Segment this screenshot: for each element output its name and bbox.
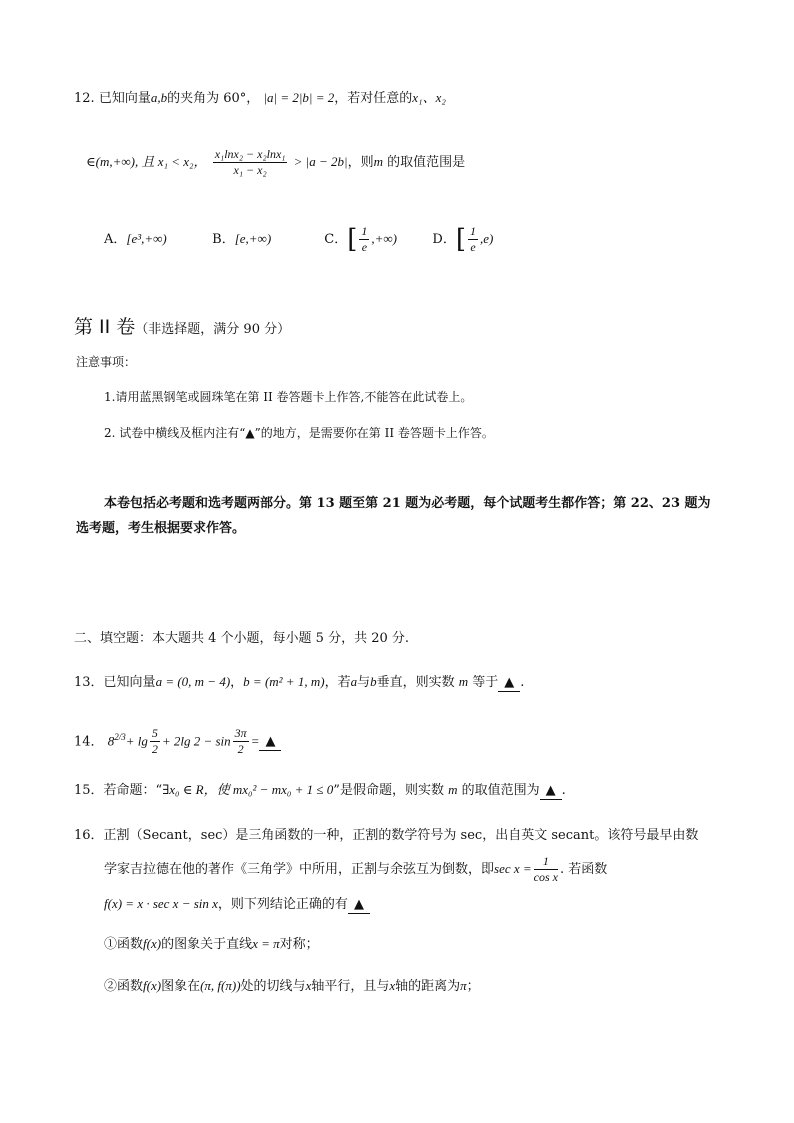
part2-heading [74, 314, 290, 343]
q13-vector-a: a = (0, m − 4) [155, 674, 231, 689]
q16-function: f(x) = x · sec x − sin x [104, 896, 218, 911]
q16-item1-text-2: 的图象关于直线 [161, 937, 253, 952]
q16-answer-blank[interactable]: ▲ [348, 897, 370, 914]
q12-vectors: a,b [150, 90, 168, 105]
q12-condition: |a| = 2|b| = 2 [263, 90, 335, 105]
q16-item2-text-5: 轴的距离为 [395, 979, 461, 994]
option-d-den: e [470, 240, 476, 254]
part2-title: 第 II 卷 [74, 316, 136, 338]
q14-frac-2-num: 3π [234, 726, 247, 741]
option-d-num: 1 [470, 224, 477, 238]
q12-text-4: 的取值范围是 [382, 155, 466, 170]
q16-sec-lhs: sec x = [494, 861, 532, 876]
notice-2: 2. 试卷中横线及框内注有“▲”的地方，是需要你在第 II 卷答题卡上作答。 [104, 426, 494, 440]
q15 [74, 780, 566, 801]
q12-line1 [74, 88, 446, 109]
q15-answer-blank[interactable]: ▲ [540, 783, 562, 800]
q14-answer-blank[interactable]: ▲ [259, 734, 281, 751]
option-b-value: e,+∞) [239, 231, 272, 246]
q14-frac-1-num: 5 [151, 726, 158, 741]
option-d-label: D． [432, 232, 456, 247]
notice-title: 注意事项： [76, 355, 137, 369]
option-b[interactable] [212, 224, 320, 255]
q16-line2 [104, 854, 607, 885]
q14-number: 14． [74, 734, 104, 750]
option-c-bracket: [ [347, 224, 358, 255]
notice-1: 1.请用蓝黑钢笔或圆珠笔在第 II 卷答题卡上作答,不能答在此试卷上。 [104, 390, 473, 404]
q16-item1-line: x = π [252, 936, 280, 951]
q16-sec-den: cos x [533, 870, 558, 884]
q16-item-2 [104, 976, 480, 997]
q16-text-1: 正割（Secant，sec）是三角函数的一种，正割的数学符号为 sec，出自英文 secant。该符号最早由数 [103, 828, 699, 843]
q12-frac-numerator: x₁lnx₂ − x₂lnx₁ [214, 147, 286, 161]
option-c-value: ,+∞) [371, 231, 398, 246]
option-c-label: C． [324, 232, 348, 247]
option-a-value: e³,+∞) [131, 231, 167, 246]
option-c[interactable] [324, 224, 428, 255]
option-b-label: B． [212, 232, 235, 247]
option-c-den: e [361, 240, 368, 254]
q16-item1-f: f(x) [143, 936, 162, 951]
q16-line3 [104, 894, 370, 915]
q16-item2-pi: π [460, 978, 467, 993]
q15-m: m [448, 782, 458, 797]
option-c-num: 1 [361, 224, 368, 238]
option-d[interactable] [432, 224, 532, 255]
q13-number: 13． [74, 675, 104, 690]
q16-item2-x2: x [389, 978, 396, 993]
q14-equals: = [250, 733, 260, 749]
q15-period: . [561, 783, 566, 798]
q16-text-3: . 若函数 [560, 862, 608, 877]
q16-sec-fraction [534, 854, 558, 885]
q16-item2-f: f(x) [143, 978, 162, 993]
q14-exponent: 2/3 [114, 732, 126, 742]
q13-period: . [520, 675, 525, 690]
q12-inequality: > |a − 2b| [293, 154, 348, 169]
q14-frac-1 [150, 726, 160, 757]
q16-text-2: 学家吉拉德在他的著作《三角学》中所用，正割与余弦互为倒数，即 [104, 862, 495, 877]
q16-item1-text-3: 对称； [279, 937, 319, 952]
q16-item2-text: ②函数 [104, 979, 144, 994]
option-c-fraction [359, 224, 369, 255]
q16-text-4: ，则下列结论正确的有 [217, 897, 348, 912]
option-d-fraction [468, 224, 478, 255]
q14-frac-2-den: 2 [237, 742, 244, 757]
q12-variables: x₁、x₂ [412, 90, 446, 105]
q12-frac-denominator: x₁ − x₂ [233, 163, 267, 177]
q16-number: 16． [74, 828, 104, 843]
q13-text-2: ，若 [324, 675, 351, 690]
q13-sep: ， [230, 675, 244, 690]
q12-line2 [86, 146, 465, 179]
q14-frac-2 [233, 726, 249, 757]
q16-item-1 [104, 934, 319, 955]
q16-item2-text-4: 轴平行，且与 [311, 979, 390, 994]
q13-b: b [370, 674, 377, 689]
q14-base: 8 [107, 733, 115, 749]
q12-text-2: ，若对任意的 [334, 91, 413, 106]
intro-line-1: 本卷包括必考题和选考题两部分。第 13 题至第 21 题为必考题，每个试题考生都作答；第 22、23 题为 [104, 496, 711, 511]
option-a-label: A． [104, 232, 127, 247]
q13-vector-b: b = (m² + 1, m) [243, 674, 325, 689]
q16-item2-text-3: 处的切线与 [240, 979, 306, 994]
q16-item2-point: (π, f(π)) [200, 978, 241, 993]
option-b-bracket: [ [234, 231, 240, 246]
q15-expression: ∃x₀ ∈ R，使 mx₀² − mx₀ + 1 ≤ 0 [162, 782, 334, 797]
q13-and: 与 [357, 675, 371, 690]
q15-text-2: ”是假命题，则实数 [333, 783, 444, 798]
q14-middle: + 2lg 2 − sin [161, 733, 231, 749]
q13-a: a [350, 674, 358, 689]
option-a[interactable] [104, 224, 208, 255]
q15-text-3: 的取值范围为 [461, 783, 540, 798]
q13 [74, 672, 524, 693]
q12-angle-text: 的夹角为 60°， [167, 91, 260, 106]
q16-item2-end: ； [466, 979, 480, 994]
q16-sec-num: 1 [534, 854, 558, 870]
option-d-value: ,e) [480, 231, 494, 246]
q12-options [104, 224, 532, 255]
q13-text-3: 垂直，则实数 [376, 675, 455, 690]
q12-text: 已知向量 [98, 91, 151, 106]
option-a-bracket: [ [126, 231, 132, 246]
q14-frac-1-den: 2 [151, 742, 158, 757]
q13-answer-blank[interactable]: ▲ [498, 675, 520, 692]
q12-text-3: ，则 [347, 155, 374, 170]
q12-fraction [213, 147, 288, 178]
fill-heading: 二、填空题：本大题共 4 个小题，每小题 5 分，共 20 分. [74, 631, 410, 646]
part2-subtitle: （非选择题，满分 90 分） [135, 322, 291, 337]
q14-lg: + lg [125, 733, 148, 749]
q13-text: 已知向量 [103, 675, 156, 690]
q16-item2-x: x [305, 978, 312, 993]
q12-domain: ∈(m,+∞), 且 x₁ < x₂， [86, 154, 207, 169]
intro-line-2: 选考题，考生根据要求作答。 [76, 521, 246, 536]
q12-number: 12. [74, 91, 95, 106]
q16-item2-text-2: 图象在 [161, 979, 201, 994]
q12-m: m [373, 154, 383, 169]
q13-text-4: 等于 [472, 675, 499, 690]
option-d-bracket: [ [455, 224, 467, 255]
q15-number: 15． [74, 783, 104, 798]
q16-line1 [74, 826, 698, 846]
q15-text: 若命题：“ [103, 783, 163, 798]
q14 [74, 722, 281, 757]
q16-item1-text: ①函数 [104, 937, 144, 952]
q13-m: m [458, 674, 469, 689]
